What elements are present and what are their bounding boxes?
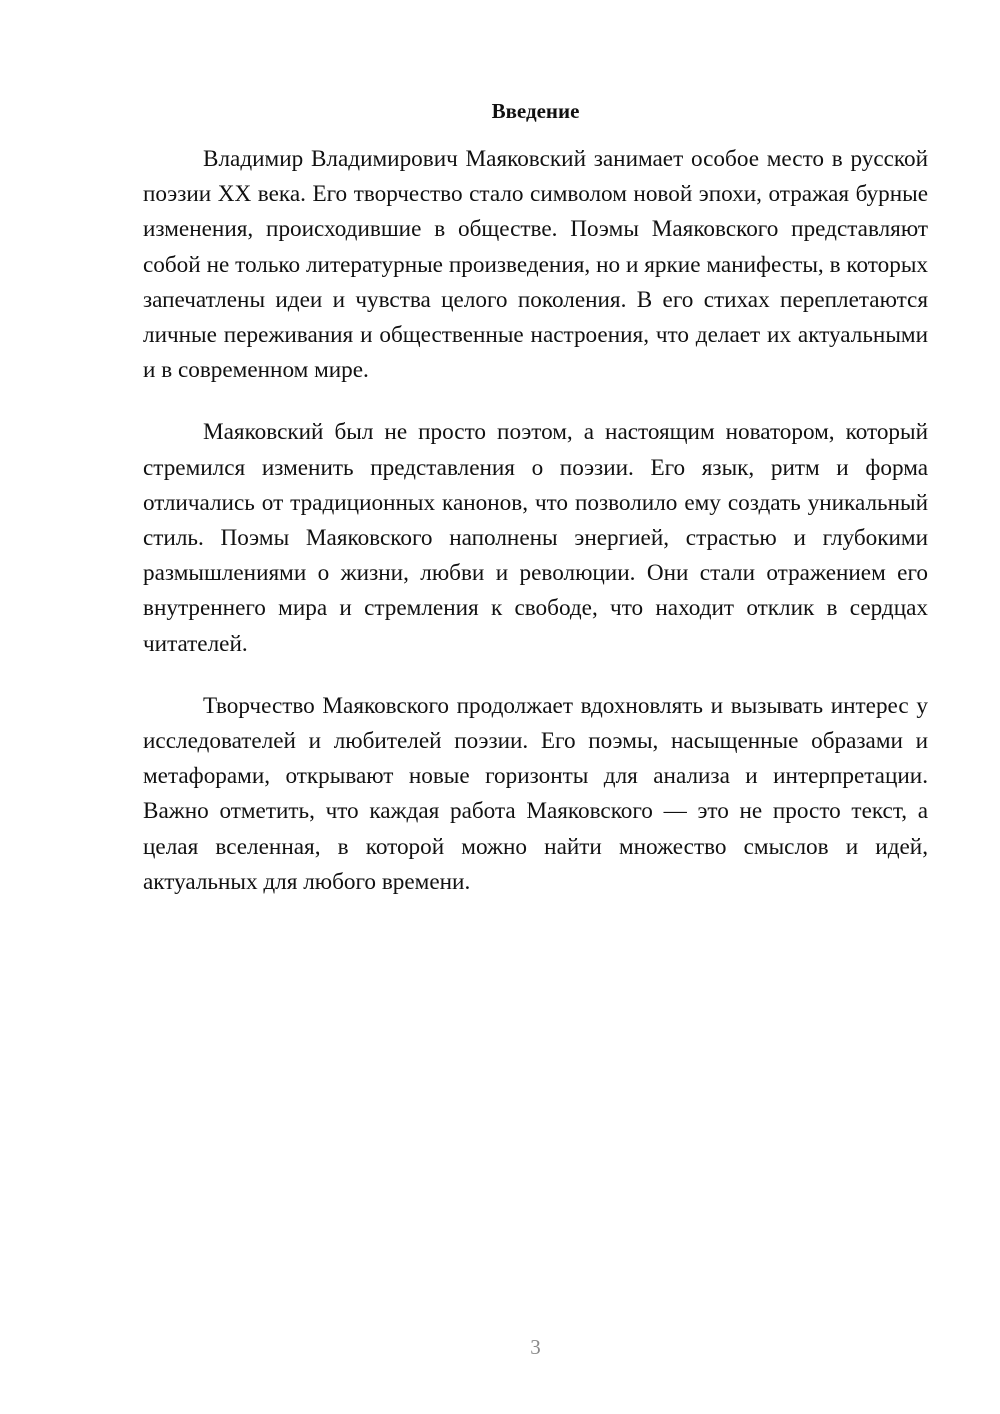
paragraph-3: Творчество Маяковского продолжает вдохновлять и вызывать интерес у исследователей и любителей поэзии. Его поэмы, насыщенные образами и метафорами, открывают новые горизонты для анализа и интерпретации. Важно отметить, что каждая работа Маяковского — это не просто текст, а целая вселенная, в которой можно найти множество смыслов и идей, актуальных для любого времени.	[143, 692, 928, 895]
paragraph-2: Маяковский был не просто поэтом, а настоящим новатором, который стремился изменить представления о поэзии. Его язык, ритм и форма отличались от традиционных канонов, что позволило ему создать уникальный стиль. Поэмы Маяковского наполнены энергией, страстью и глубокими размышлениями о жизни, любви и революции. Они стали отражением его внутреннего мира и стремления к свободе, что находит отклик в сердцах читателей.	[143, 419, 928, 657]
page-number: 3	[530, 1335, 541, 1359]
paragraph-1: Владимир Владимирович Маяковский занимает особое место в русской поэзии XX века. Его творчество стало символом новой эпохи, отражая бурные изменения, происходившие в обществе. Поэмы Маяковского представляют собой не только литературные произведения, но и яркие манифесты, в которых запечатлены идеи и чувства целого поколения. В его стихах переплетаются личные переживания и общественные настроения, что делает их актуальными и в современном мире.	[143, 146, 928, 384]
document-body	[143, 142, 928, 927]
section-heading: Введение	[491, 99, 580, 123]
